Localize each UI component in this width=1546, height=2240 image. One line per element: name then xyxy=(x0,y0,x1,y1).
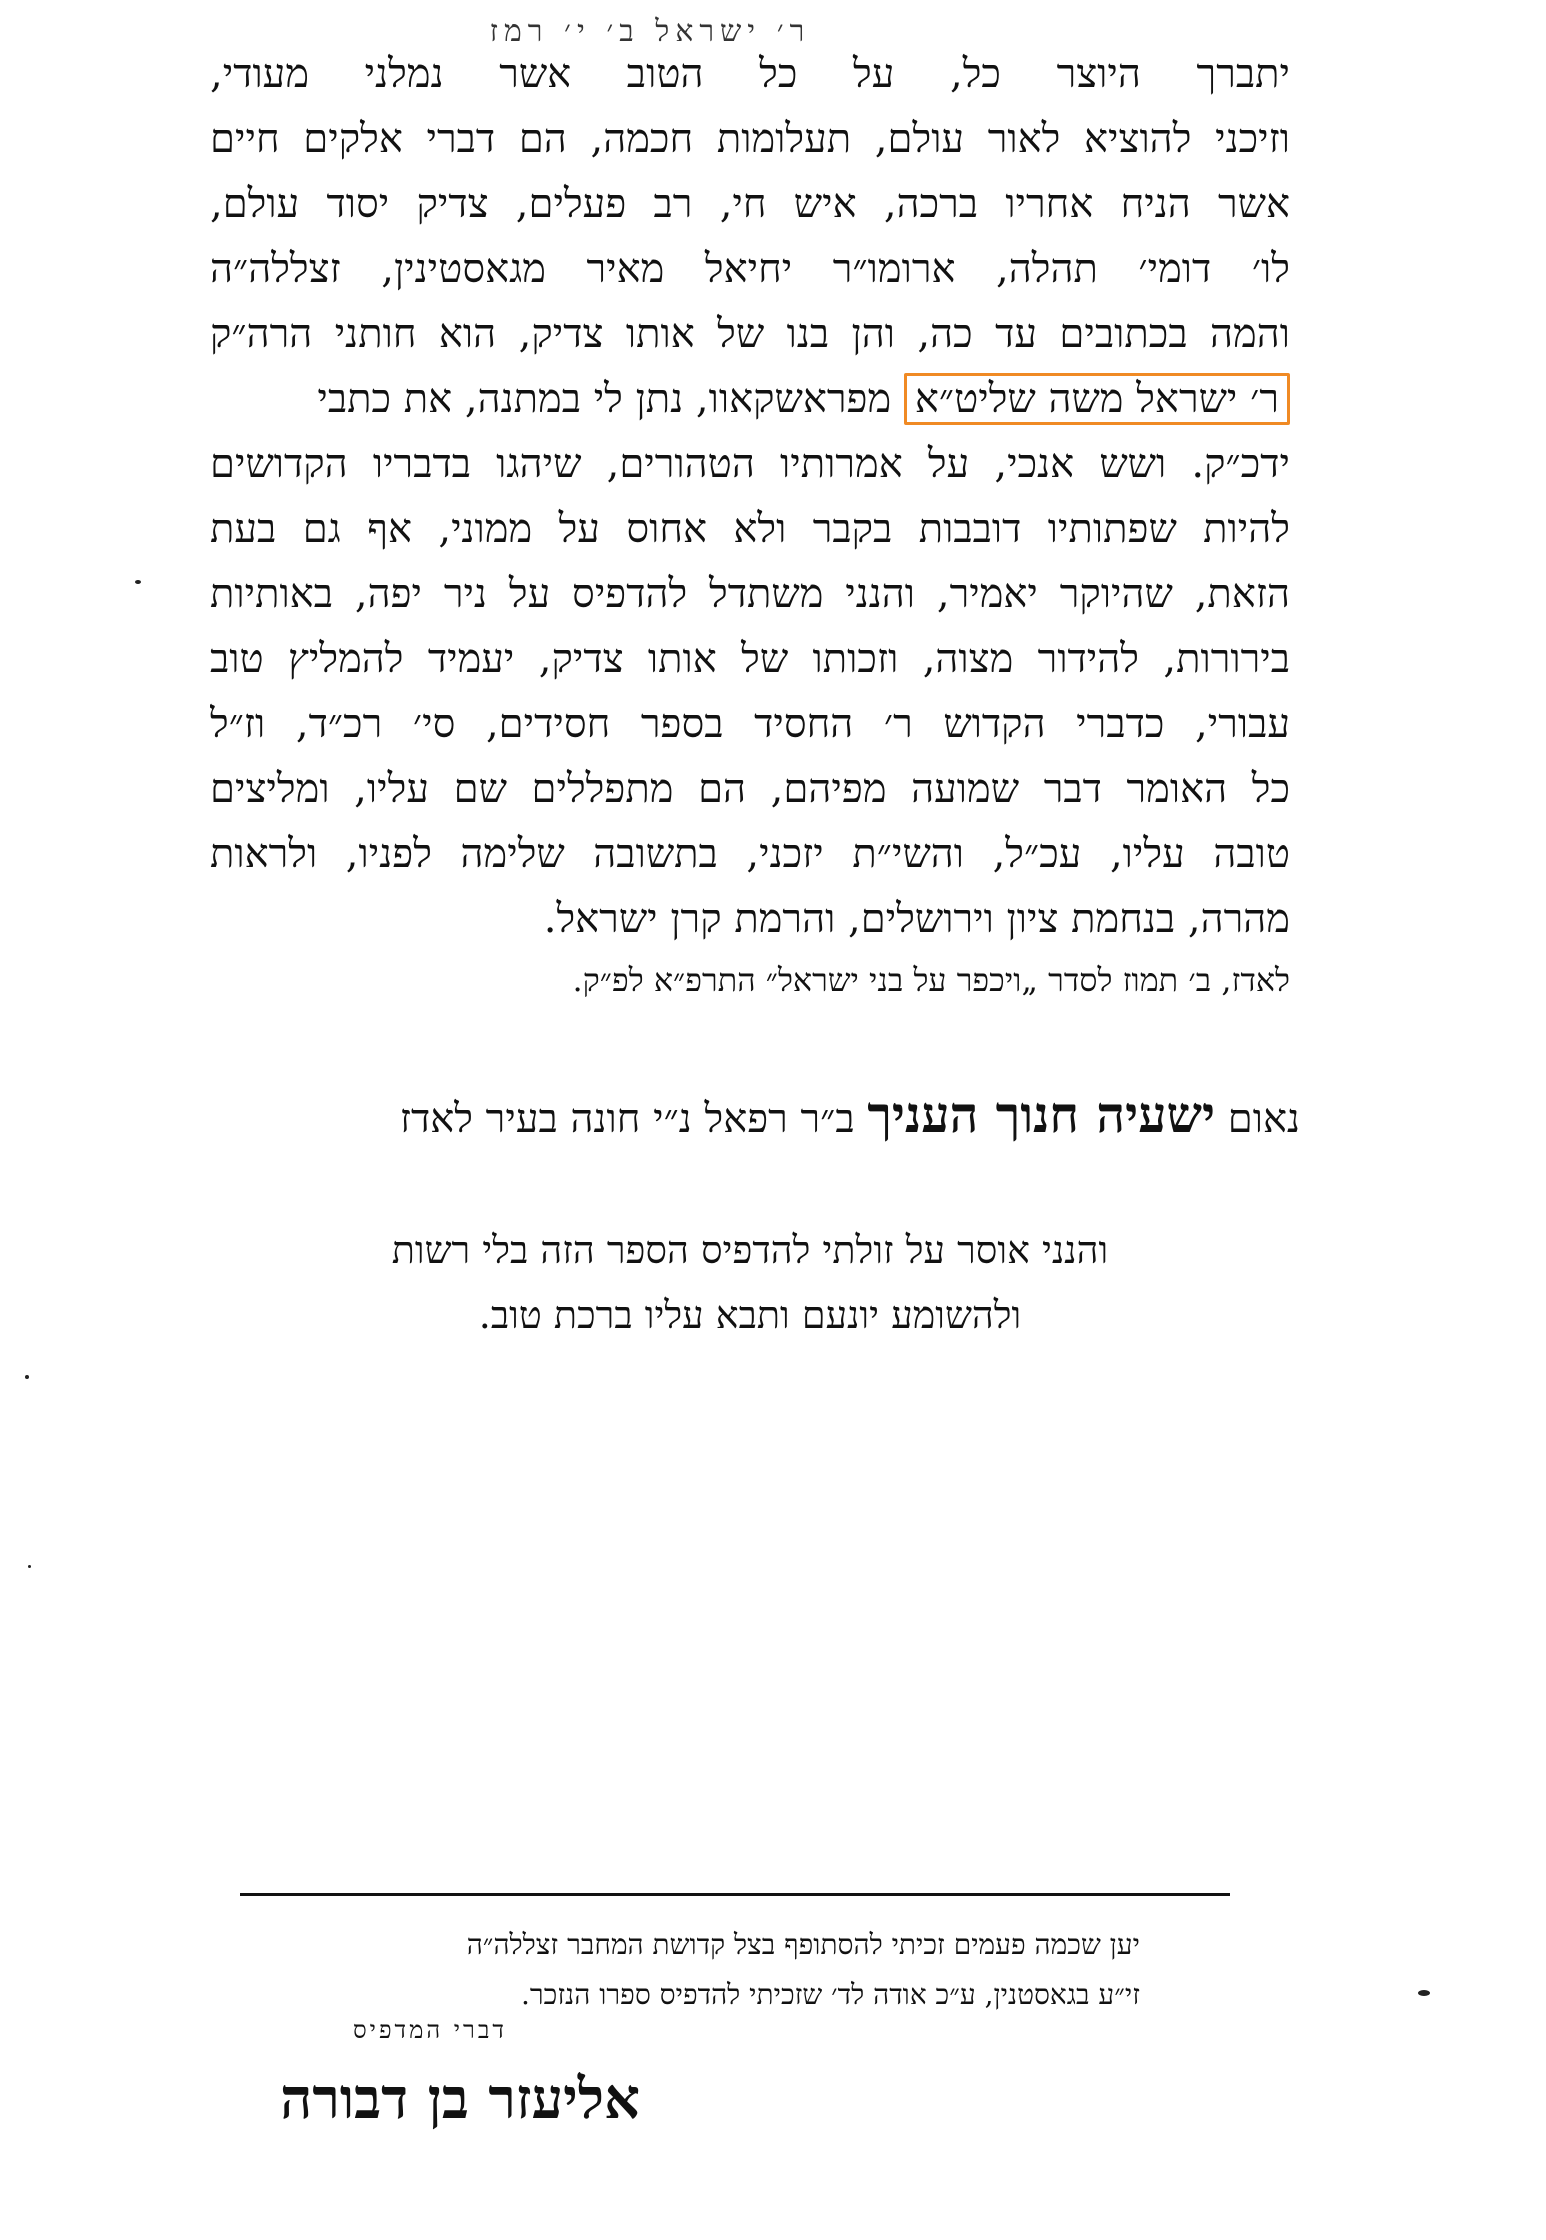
body-line-7: ידכ״ק. ושש אנכי, על אמרותיו הטהורים, שיהגו בדבריו הקדושים xyxy=(210,441,1290,487)
printer-name: אליעזר בן דבורה xyxy=(280,2066,640,2132)
scan-speck xyxy=(135,580,141,584)
footnote-divider xyxy=(240,1893,1230,1896)
body-line-1: יתברך היוצר כל, על כל הטוב אשר נמלני מעודי, xyxy=(210,51,1290,97)
scan-speck xyxy=(28,1565,31,1568)
copyright-line-1: והנני אוסר על זולתי להדפיס הספר הזה בלי רשות xyxy=(391,1228,1109,1272)
body-line-2: וזיכני להוציא לאור עולם, תעלומות חכמה, הם דברי אלקים חיים xyxy=(210,116,1290,162)
scan-speck xyxy=(25,1375,29,1379)
body-line-10: בירורות, להידור מצוה, וזכותו של אותו צדיק, יעמיד להמליץ טוב xyxy=(210,636,1290,682)
footnote-line-1: יען שכמה פעמים זכיתי להסתופף בצל קדושת המחבר זצללה״ה xyxy=(466,1928,1140,1961)
copyright-line-2: ולהשומע יונעם ותבא עליו ברכת טוב. xyxy=(478,1293,1022,1337)
body-line-8: להיות שפתותיו דובבות בקבר ולא אחוס על ממוני, אף גם בעת xyxy=(210,506,1290,552)
highlighted-name: ר׳ ישראל משה שליט״א xyxy=(904,373,1290,425)
dateline: לאדז, ב׳ תמוז לסדר „ויכפר על בני ישראל״ התרפ״א לפ״ק. xyxy=(572,961,1290,999)
body-line-3: אשר הניח אחריו ברכה, איש חי, רב פעלים, צדיק יסוד עולם, xyxy=(210,181,1290,227)
body-line-11: עבורי, כדברי הקדוש ר׳ החסיד בספר חסידים, סי׳ רכ״ד, וז״ל xyxy=(210,701,1290,747)
signature-suffix: ב״ר רפאל נ״י חונה בעיר לאדז xyxy=(399,1096,855,1142)
body-line-12: כל האומר דבר שמועה מפיהם, הם מתפללים שם עליו, ומליצים xyxy=(210,766,1290,812)
body-line-6-text: מפראשקאוו, נתן לי במתנה, את כתבי xyxy=(317,376,892,422)
body-line-5: והמה בכתובים עד כה, והן בנו של אותו צדיק, הוא חותני הרה״ק xyxy=(210,311,1290,357)
footnote-line-2: זי״ע בגאסטנין, ע״כ אודה לד׳ שזכיתי להדפיס ספרו הנזכר. xyxy=(521,1978,1140,2011)
body-line-14: מהרה, בנחמת ציון וירושלים, והרמת קרן ישראל. xyxy=(543,896,1290,942)
body-line-6 xyxy=(210,365,1290,433)
scan-speck xyxy=(1418,1990,1430,1996)
body-line-9: הזאת, שהיוקר יאמיר, והנני משתדל להדפיס על ניר יפה, באותיות xyxy=(210,571,1290,617)
body-line-13: טובה עליו, עכ״ל, והשי״ת יזכני, בתשובה שלימה לפניו, ולראות xyxy=(210,831,1290,877)
body-line-4: לו׳ דומי׳ תהלה, ארומו״ר יחיאל מאיר מגאסטינין, זצללה״ה xyxy=(210,246,1290,292)
printer-label: דברי המדפיס xyxy=(353,2016,507,2044)
signature-name: ישעיה חנוך העניך xyxy=(867,1085,1216,1144)
signature-prefix: נאום xyxy=(1227,1096,1300,1142)
signature-line xyxy=(200,1080,1300,1150)
running-header: ר׳ ישראל ב׳ י׳ רמז xyxy=(489,14,811,49)
